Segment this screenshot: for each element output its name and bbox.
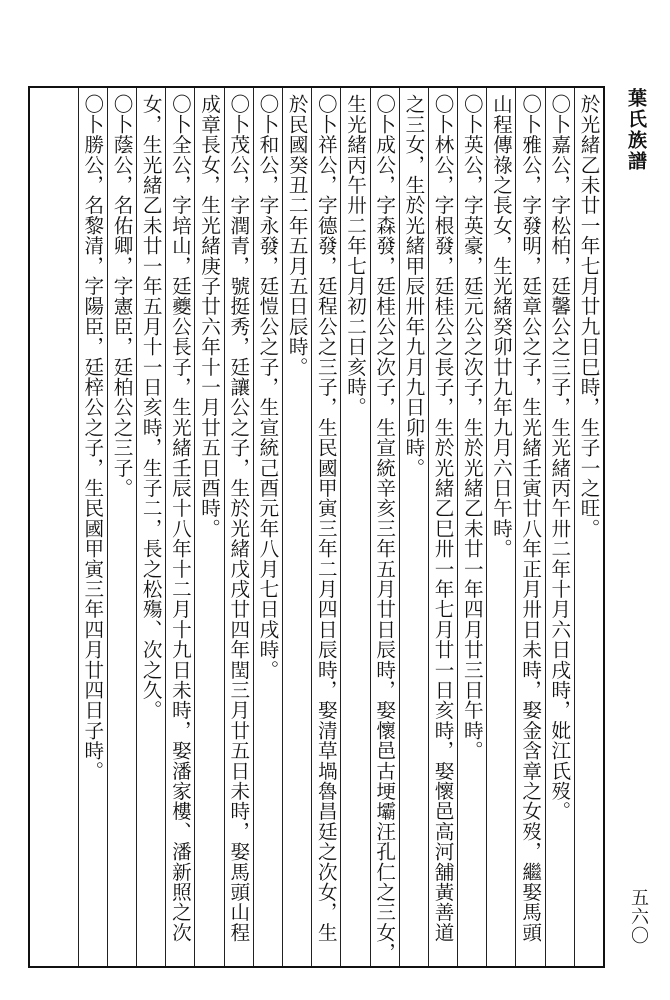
text-column-13: 〇卜茂公，字潤青，號挺秀，廷讓公之子，生於光緒戊戌廿四年閏三月廿五日未時，娶馬頭山程 <box>224 88 253 966</box>
page-number: 五六〇 <box>628 888 649 945</box>
text-columns <box>48 88 603 966</box>
text-column-6: 〇卜林公，字根發，廷桂公之長子，生於光緒乙巳卅一年七月廿一日亥時，娶懷邑高河舖黃善道 <box>428 88 457 966</box>
text-column-10: 〇卜祥公，字德發，廷程公之三子，生民國甲寅三年二月四日辰時，娶清草堝魯昌廷之次女，生 <box>311 88 340 966</box>
text-column-9: 生光緒丙午卅二年七月初二日亥時。 <box>340 88 369 966</box>
text-column-16: 女，生光緒乙未廿一年五月十一日亥時，生子二，長之松殤、次之久。 <box>136 88 165 966</box>
text-column-1: 於光緒乙未廿一年七月廿九日巳時，生子一之旺。 <box>574 88 603 966</box>
text-column-18: 〇卜勝公，名黎清，字陽臣，廷梓公之子，生民國甲寅三年四月廿四日子時。 <box>78 88 107 966</box>
book-title: 葉氏族譜 <box>625 88 647 172</box>
text-frame <box>28 86 605 968</box>
text-column-19 <box>48 88 77 966</box>
text-column-3: 〇卜雅公，字發明，廷章公之子，生光緒壬寅廿八年正月卅日未時，娶金含章之女歿，繼娶馬頭 <box>515 88 544 966</box>
text-column-11: 於民國癸丑二年五月五日辰時。 <box>282 88 311 966</box>
text-column-5: 〇卜英公，字英豪，廷元公之次子，生於光緒乙未廿一年四月廿三日午時。 <box>457 88 486 966</box>
text-column-4: 山程傳祿之長女，生光緒癸卯廿九年九月六日午時。 <box>486 88 515 966</box>
text-column-15: 〇卜全公，字培山，廷夔公長子，生光緒壬辰十八年十二月十九日未時，娶潘家樓、潘新照之次 <box>165 88 194 966</box>
text-column-7: 之三女，生於光緒甲辰卅年九月九日卯時。 <box>399 88 428 966</box>
text-column-8: 〇卜成公，字森發，廷桂公之次子，生宣統辛亥三年五月廿日辰時，娶懷邑古埂壩汪孔仁之三女， <box>370 88 399 966</box>
text-column-12: 〇卜和公，字永發，廷愷公之子，生宣統己酉元年八月七日戌時。 <box>253 88 282 966</box>
text-column-14: 成章長女，生光緒庚子廿六年十一月廿五日酉時。 <box>194 88 223 966</box>
text-column-2: 〇卜嘉公，字松柏，廷馨公之三子，生光緒丙午卅二年十月六日戌時，妣江氏歿。 <box>545 88 574 966</box>
text-column-17: 〇卜蔭公，名佑卿，字憲臣，廷柏公之三子。 <box>107 88 136 966</box>
